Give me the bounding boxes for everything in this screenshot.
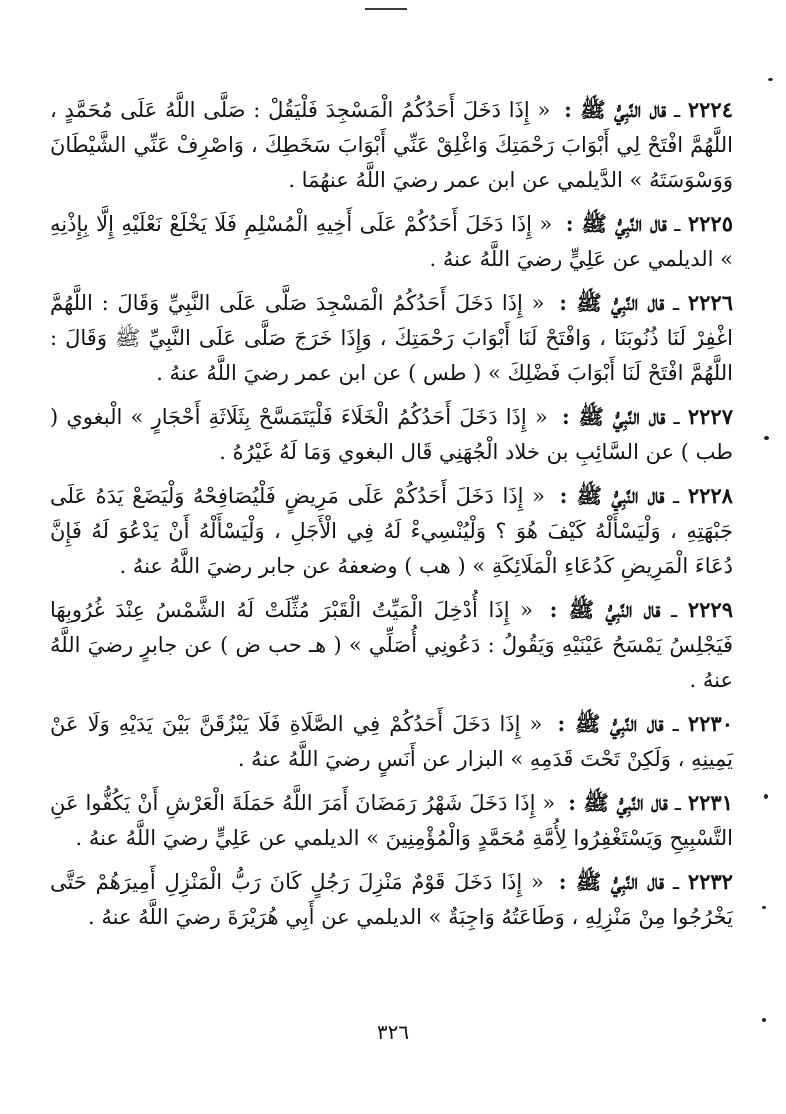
hadith-number: ٢٢٢٩ [687, 597, 733, 622]
hadith-2226: ٢٢٢٦ ـ قال النَّبِيُّ ﷺ : « إِذَا دَخَلَ أَحَدُكُمُ الْمَسْجِدَ صَلَّى عَلَى النَّبِيِّ وَقَالَ : اللَّهُمَّ اغْفِرْ لَنَا ذُنُوبَنَا ، وَافْتَحْ لَنَا أَبْوَابَ رَحْمَتِكَ ، وَإِذَا خَرَجَ صَلَّى عَلَى النَّبِيِّ ﷺ وَقَالَ : اللَّهُمَّ افْتَحْ لَنَا أَبْوَابَ فَضْلِكَ » ( طس ) عن ابن عمر رضيَ اللَّهُ عنهُ . [50, 290, 733, 385]
hadith-text: « إِذَا دَخَلَ قَوْمٌ مَنْزِلَ رَجُلٍ كَانَ رَبُّ الْمَنْزِلِ أَمِيرَهُمْ حَتَّى يَخْرُجُوا مِنْ مَنْزِلِهِ ، وَطَاعَتُهُ وَاجِبَةٌ » الديلمي عن أَبِي هُرَيْرَةَ رضيَ اللَّهُ عنهُ . [50, 870, 733, 929]
hadith-2229: ٢٢٢٩ ـ قال النَّبِيُّ ﷺ : « إِذَا أُدْخِلَ الْمَيِّتُ الْقَبْرَ مُثِّلَتْ لَهُ الشَّمْسُ عِنْدَ غُرُوبِهَا فَيَجْلِسُ يَمْسَحُ عَيْنَيْهِ وَيَقُولُ : دَعُونِي أُصَلِّي » ( هـ حب ض ) عن جابرٍ رضيَ اللَّهُ عنهُ . [50, 597, 733, 692]
hadith-2225: ٢٢٢٥ ـ قال النَّبِيُّ ﷺ : « إِذَا دَخَلَ أَحَدُكُمْ عَلَى أَخِيهِ الْمُسْلِمِ فَلَا يَخْلَعْ نَعْلَيْهِ إِلَّا بِإِذْنِهِ » الديلمي عن عَلِيٍّ رضيَ اللَّهُ عنهُ . [50, 211, 733, 271]
top-rule [365, 8, 407, 10]
hadith-text: « إِذَا دَخَلَ أَحَدُكُمُ الْمَسْجِدَ فَلْيَقُلْ : صَلَّى اللَّهُ عَلَى مُحَمَّدٍ ، اللَّهُمَّ افْتَحْ لِي أَبْوَابَ رَحْمَتِكَ وَاغْلِقْ عَنِّي أَبْوَابَ سَخَطِكَ ، وَاصْرِفْ عَنِّي الشَّيْطَانَ وَوَسْوَسَتَهُ » الدَّيلمي عن ابن عمر رضيَ اللَّهُ عنهُمَا . [50, 98, 733, 192]
hadith-number: ٢٢٣١ [687, 790, 733, 815]
hadith-speaker: قال النَّبِيُّ ﷺ : [564, 97, 667, 122]
hadith-text: « إِذَا دَخَلَ أَحَدُكُمْ عَلَى أَخِيهِ الْمُسْلِمِ فَلَا يَخْلَعْ نَعْلَيْهِ إِلَّا بِإِذْنِهِ » الديلمي عن عَلِيٍّ رضيَ اللَّهُ عنهُ . [50, 212, 733, 271]
hadith-number: ٢٢٢٦ [687, 290, 733, 315]
hadith-text: « إِذَا دَخَلَ أَحَدُكُمُ الْخَلَاءَ فَلْيَتَمَسَّحْ بِثَلَاثَةِ أَحْجَارٍ » الْبغوي ( طب ) عن السَّائِبِ بن خلاد الْجُهَنِي قَال البغوي وَمَا لَهُ غَيْرُهُ . [50, 405, 733, 464]
hadith-text: « إِذَا دَخَلَ أَحَدُكُمْ عَلَى مَرِيضٍ فَلْيُصَافِحْهُ وَلْيَضَعْ يَدَهُ عَلَى جَبْهَتِهِ ، وَلْيَسْأَلْهُ كَيْفَ هُوَ ؟ وَلْيُنْسِيءْ لَهُ فِي الْأَجَلِ ، وَلْيَسْأَلْهُ أَنْ يَدْعُوَ لَهُ فَإِنَّ دُعَاءَ الْمَرِيضِ كَدُعَاءِ الْمَلَائِكَةِ » ( هب ) وضعفهُ عن جابر رضيَ اللَّهُ عنهُ . [50, 484, 733, 578]
hadith-2224: ٢٢٢٤ ـ قال النَّبِيُّ ﷺ : « إِذَا دَخَلَ أَحَدُكُمُ الْمَسْجِدَ فَلْيَقُلْ : صَلَّى اللَّهُ عَلَى مُحَمَّدٍ ، اللَّهُمَّ افْتَحْ لِي أَبْوَابَ رَحْمَتِكَ وَاغْلِقْ عَنِّي أَبْوَابَ سَخَطِكَ ، وَاصْرِفْ عَنِّي الشَّيْطَانَ وَوَسْوَسَتَهُ » الدَّيلمي عن ابن عمر رضيَ اللَّهُ عنهُمَا . [50, 97, 733, 192]
hadith-speaker: قال النَّبِيُّ ﷺ : [559, 483, 665, 508]
page-number: ٣٢٦ [376, 1020, 410, 1044]
hadith-2231: ٢٢٣١ ـ قال النَّبِيُّ ﷺ : « إِذَا دَخَلَ شَهْرُ رَمَضَانَ أَمَرَ اللَّهُ حَمَلَةَ الْعَرْشِ أَنْ يَكُفُّوا عَنِ التَّسْبِيحِ وَيَسْتَغْفِرُوا لِأُمَّةِ مُحَمَّدٍ وَالْمُؤْمِنِينَ » الديلمي عن عَلِيٍّ رضيَ اللَّهُ عنهُ . [50, 790, 733, 850]
scan-speck [768, 78, 773, 81]
hadith-speaker: قال النَّبِيُّ ﷺ : [549, 597, 661, 622]
hadith-speaker: قال النَّبِيُّ ﷺ : [558, 869, 665, 894]
hadith-speaker: قال النَّبِيُّ ﷺ : [565, 211, 667, 236]
hadith-2230: ٢٢٣٠ ـ قال النَّبِيُّ ﷺ : « إِذَا دَخَلَ أَحَدُكُمْ فِي الصَّلَاةِ فَلَا يَبْزُقَنَّ بَيْنَ يَدَيْهِ وَلَا عَنْ يَمِينِهِ ، وَلَكِنْ تَحْتَ قَدَمِهِ » البزار عن أَنَسٍ رضيَ اللَّهُ عنهُ . [50, 711, 733, 771]
hadith-text: « إِذَا دَخَلَ أَحَدُكُمُ الْمَسْجِدَ صَلَّى عَلَى النَّبِيِّ وَقَالَ : اللَّهُمَّ اغْفِرْ لَنَا ذُنُوبَنَا ، وَافْتَحْ لَنَا أَبْوَابَ رَحْمَتِكَ ، وَإِذَا خَرَجَ صَلَّى عَلَى النَّبِيِّ ﷺ وَقَالَ : اللَّهُمَّ افْتَحْ لَنَا أَبْوَابَ فَضْلِكَ » ( طس ) عن ابن عمر رضيَ اللَّهُ عنهُ . [50, 291, 733, 385]
hadith-number: ٢٢٢٨ [687, 483, 733, 508]
hadith-number: ٢٢٣٠ [687, 711, 733, 736]
hadith-list [50, 92, 733, 943]
hadith-number: ٢٢٢٧ [687, 404, 733, 429]
hadith-number: ٢٢٢٥ [687, 211, 733, 236]
hadith-text: « إِذَا دَخَلَ شَهْرُ رَمَضَانَ أَمَرَ اللَّهُ حَمَلَةَ الْعَرْشِ أَنْ يَكُفُّوا عَنِ التَّسْبِيحِ وَيَسْتَغْفِرُوا لِأُمَّةِ مُحَمَّدٍ وَالْمُؤْمِنِينَ » الديلمي عن عَلِيٍّ رضيَ اللَّهُ عنهُ . [50, 791, 733, 850]
scan-speck [764, 436, 769, 440]
scan-speck [764, 794, 768, 799]
hadith-speaker: قال النَّبِيُّ ﷺ : [561, 404, 666, 429]
hadith-text: « إِذَا دَخَلَ أَحَدُكُمْ فِي الصَّلَاةِ فَلَا يَبْزُقَنَّ بَيْنَ يَدَيْهِ وَلَا عَنْ يَمِينِهِ ، وَلَكِنْ تَحْتَ قَدَمِهِ » البزار عن أَنَسٍ رضيَ اللَّهُ عنهُ . [50, 712, 733, 771]
hadith-2228: ٢٢٢٨ ـ قال النَّبِيُّ ﷺ : « إِذَا دَخَلَ أَحَدُكُمْ عَلَى مَرِيضٍ فَلْيُصَافِحْهُ وَلْيَضَعْ يَدَهُ عَلَى جَبْهَتِهِ ، وَلْيَسْأَلْهُ كَيْفَ هُوَ ؟ وَلْيُنْسِيءْ لَهُ فِي الْأَجَلِ ، وَلْيَسْأَلْهُ أَنْ يَدْعُوَ لَهُ فَإِنَّ دُعَاءَ الْمَرِيضِ كَدُعَاءِ الْمَلَائِكَةِ » ( هب ) وضعفهُ عن جابر رضيَ اللَّهُ عنهُ . [50, 483, 733, 578]
hadith-text: « إِذَا أُدْخِلَ الْمَيِّتُ الْقَبْرَ مُثِّلَتْ لَهُ الشَّمْسُ عِنْدَ غُرُوبِهَا فَيَجْلِسُ يَمْسَحُ عَيْنَيْهِ وَيَقُولُ : دَعُونِي أُصَلِّي » ( هـ حب ض ) عن جابرٍ رضيَ اللَّهُ عنهُ . [50, 598, 733, 692]
hadith-number: ٢٢٣٢ [687, 869, 733, 894]
hadith-speaker: قال النَّبِيُّ ﷺ : [557, 711, 664, 736]
hadith-2232: ٢٢٣٢ ـ قال النَّبِيُّ ﷺ : « إِذَا دَخَلَ قَوْمٌ مَنْزِلَ رَجُلٍ كَانَ رَبُّ الْمَنْزِلِ أَمِيرَهُمْ حَتَّى يَخْرُجُوا مِنْ مَنْزِلِهِ ، وَطَاعَتُهُ وَاجِبَةٌ » الديلمي عن أَبِي هُرَيْرَةَ رضيَ اللَّهُ عنهُ . [50, 869, 733, 929]
hadith-number: ٢٢٢٤ [687, 97, 733, 122]
scan-speck [762, 906, 766, 909]
hadith-2227: ٢٢٢٧ ـ قال النَّبِيُّ ﷺ : « إِذَا دَخَلَ أَحَدُكُمُ الْخَلَاءَ فَلْيَتَمَسَّحْ بِثَلَاثَةِ أَحْجَارٍ » الْبغوي ( طب ) عن السَّائِبِ بن خلاد الْجُهَنِي قَال البغوي وَمَا لَهُ غَيْرُهُ . [50, 404, 733, 464]
hadith-speaker: قال النَّبِيُّ ﷺ : [568, 790, 668, 815]
hadith-speaker: قال النَّبِيُّ ﷺ : [559, 290, 665, 315]
